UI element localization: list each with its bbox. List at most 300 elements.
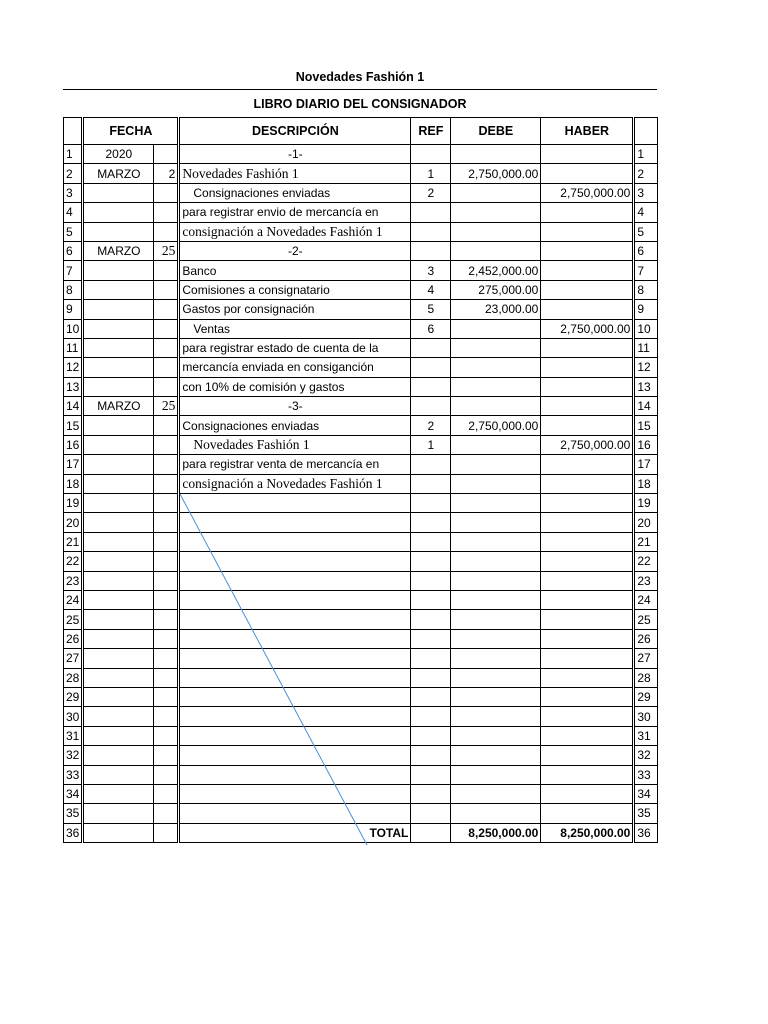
credit-amount [541, 532, 634, 551]
row-number: 14 [64, 397, 83, 416]
row-number: 11 [64, 338, 83, 357]
row-number: 27 [64, 649, 83, 668]
credit-amount [541, 261, 634, 280]
reference [411, 552, 451, 571]
description [179, 746, 411, 765]
reference [411, 823, 451, 842]
reference [411, 241, 451, 260]
description: Comisiones a consignatario [179, 280, 411, 299]
date-month [83, 784, 154, 803]
debit-amount [451, 494, 541, 513]
reference: 1 [411, 164, 451, 183]
debit-amount [451, 474, 541, 493]
row-number: 17 [64, 455, 83, 474]
date-day [154, 552, 179, 571]
row-number: 35 [64, 804, 83, 823]
credit-amount [541, 377, 634, 396]
date-day [154, 649, 179, 668]
date-month [83, 629, 154, 648]
table-row [64, 707, 658, 726]
table-row [64, 261, 658, 280]
description: Banco [179, 261, 411, 280]
credit-amount [541, 707, 634, 726]
table-row [64, 377, 658, 396]
date-month [83, 222, 154, 241]
header-rownum-right [634, 118, 658, 145]
row-number: 31 [64, 726, 83, 745]
debit-amount [451, 319, 541, 338]
description [179, 552, 411, 571]
credit-amount [541, 358, 634, 377]
date-month [83, 707, 154, 726]
row-number: 16 [64, 435, 83, 454]
table-row [64, 319, 658, 338]
header-descripcion: DESCRIPCIÓN [179, 118, 411, 145]
row-number: 23 [64, 571, 83, 590]
table-row [64, 222, 658, 241]
credit-amount [541, 726, 634, 745]
description [179, 649, 411, 668]
date-day [154, 222, 179, 241]
row-number: 13 [64, 377, 83, 396]
credit-amount [541, 474, 634, 493]
reference [411, 804, 451, 823]
description: Novedades Fashión 1 [179, 435, 411, 454]
table-row [64, 241, 658, 260]
description [179, 494, 411, 513]
description [179, 668, 411, 687]
reference [411, 222, 451, 241]
description [179, 571, 411, 590]
row-number-right: 14 [634, 397, 658, 416]
row-number: 34 [64, 784, 83, 803]
date-month: MARZO [83, 241, 154, 260]
table-row [64, 552, 658, 571]
description: mercancía enviada en consiganción [179, 358, 411, 377]
reference [411, 746, 451, 765]
description: consignación a Novedades Fashión 1 [179, 474, 411, 493]
credit-amount [541, 222, 634, 241]
credit-amount [541, 804, 634, 823]
credit-amount [541, 300, 634, 319]
reference [411, 397, 451, 416]
description [179, 687, 411, 706]
reference [411, 765, 451, 784]
date-day [154, 377, 179, 396]
row-number-right: 1 [634, 145, 658, 164]
date-day: 25 [154, 397, 179, 416]
credit-amount: 2,750,000.00 [541, 183, 634, 202]
date-month [83, 435, 154, 454]
credit-amount: 2,750,000.00 [541, 435, 634, 454]
reference [411, 610, 451, 629]
debit-amount [451, 513, 541, 532]
credit-amount [541, 397, 634, 416]
header-debe: DEBE [451, 118, 541, 145]
reference [411, 726, 451, 745]
date-day [154, 455, 179, 474]
date-day [154, 319, 179, 338]
debit-amount [451, 784, 541, 803]
reference [411, 784, 451, 803]
row-number: 28 [64, 668, 83, 687]
reference: 2 [411, 183, 451, 202]
date-day: 25 [154, 241, 179, 260]
debit-amount [451, 358, 541, 377]
table-row [64, 726, 658, 745]
debit-amount [451, 590, 541, 609]
reference: 4 [411, 280, 451, 299]
date-day [154, 687, 179, 706]
debit-amount [451, 397, 541, 416]
debit-amount [451, 707, 541, 726]
table-row [64, 610, 658, 629]
row-number-right: 26 [634, 629, 658, 648]
debit-amount [451, 629, 541, 648]
description: con 10% de comisión y gastos [179, 377, 411, 396]
date-day [154, 145, 179, 164]
date-month [83, 571, 154, 590]
table-row [64, 397, 658, 416]
reference: 1 [411, 435, 451, 454]
row-number: 29 [64, 687, 83, 706]
reference [411, 474, 451, 493]
row-number: 19 [64, 494, 83, 513]
row-number-right: 2 [634, 164, 658, 183]
date-month [83, 765, 154, 784]
description [179, 707, 411, 726]
reference [411, 203, 451, 222]
reference [411, 707, 451, 726]
debit-amount [451, 746, 541, 765]
description: Gastos por consignación [179, 300, 411, 319]
table-row [64, 435, 658, 454]
description: -3- [179, 397, 411, 416]
date-month [83, 610, 154, 629]
table-row [64, 145, 658, 164]
description: -2- [179, 241, 411, 260]
description: para registrar estado de cuenta de la [179, 338, 411, 357]
debit-amount [451, 222, 541, 241]
table-row [64, 280, 658, 299]
row-number: 8 [64, 280, 83, 299]
date-day [154, 494, 179, 513]
header-rownum-left [64, 118, 83, 145]
row-number: 2 [64, 164, 83, 183]
date-month [83, 687, 154, 706]
debit-amount [451, 610, 541, 629]
row-number-right: 10 [634, 319, 658, 338]
row-number: 22 [64, 552, 83, 571]
row-number: 36 [64, 823, 83, 842]
debit-amount: 8,250,000.00 [451, 823, 541, 842]
debit-amount: 2,750,000.00 [451, 164, 541, 183]
description: Ventas [179, 319, 411, 338]
table-row [64, 338, 658, 357]
row-number: 24 [64, 590, 83, 609]
row-number: 9 [64, 300, 83, 319]
row-number: 18 [64, 474, 83, 493]
reference [411, 668, 451, 687]
credit-amount: 2,750,000.00 [541, 319, 634, 338]
description [179, 765, 411, 784]
credit-amount [541, 494, 634, 513]
date-month [83, 203, 154, 222]
debit-amount [451, 241, 541, 260]
date-day: 2 [154, 164, 179, 183]
date-month [83, 494, 154, 513]
company-title: Novedades Fashión 1 [295, 70, 425, 84]
credit-amount [541, 241, 634, 260]
credit-amount [541, 590, 634, 609]
debit-amount: 2,750,000.00 [451, 416, 541, 435]
row-number-right: 20 [634, 513, 658, 532]
date-day [154, 746, 179, 765]
date-month [83, 590, 154, 609]
row-number-right: 8 [634, 280, 658, 299]
description [179, 784, 411, 803]
header-haber: HABER [541, 118, 634, 145]
date-month [83, 338, 154, 357]
date-day [154, 784, 179, 803]
row-number: 32 [64, 746, 83, 765]
debit-amount [451, 203, 541, 222]
date-month [83, 280, 154, 299]
table-row [64, 358, 658, 377]
reference [411, 358, 451, 377]
reference [411, 455, 451, 474]
description [179, 590, 411, 609]
row-number-right: 11 [634, 338, 658, 357]
table-row [64, 494, 658, 513]
date-day [154, 804, 179, 823]
reference [411, 338, 451, 357]
credit-amount [541, 784, 634, 803]
credit-amount [541, 649, 634, 668]
date-day [154, 300, 179, 319]
row-number-right: 28 [634, 668, 658, 687]
date-day [154, 280, 179, 299]
table-row [64, 649, 658, 668]
row-number: 21 [64, 532, 83, 551]
debit-amount [451, 435, 541, 454]
date-day [154, 610, 179, 629]
debit-amount: 2,452,000.00 [451, 261, 541, 280]
credit-amount [541, 552, 634, 571]
table-row [64, 823, 658, 842]
description [179, 629, 411, 648]
table-row [64, 784, 658, 803]
date-month [83, 532, 154, 551]
table-row [64, 513, 658, 532]
credit-amount [541, 746, 634, 765]
date-day [154, 261, 179, 280]
credit-amount [541, 416, 634, 435]
date-month [83, 319, 154, 338]
credit-amount [541, 455, 634, 474]
table-row [64, 668, 658, 687]
debit-amount: 23,000.00 [451, 300, 541, 319]
description: Consignaciones enviadas [179, 183, 411, 202]
date-month [83, 261, 154, 280]
credit-amount [541, 203, 634, 222]
row-number-right: 31 [634, 726, 658, 745]
date-day [154, 571, 179, 590]
debit-amount [451, 668, 541, 687]
date-month [83, 416, 154, 435]
row-number-right: 5 [634, 222, 658, 241]
date-month [83, 552, 154, 571]
row-number-right: 9 [634, 300, 658, 319]
description: para registrar envio de mercancía en [179, 203, 411, 222]
description: consignación a Novedades Fashión 1 [179, 222, 411, 241]
reference [411, 532, 451, 551]
description: TOTAL [179, 823, 411, 842]
row-number: 12 [64, 358, 83, 377]
credit-amount [541, 338, 634, 357]
reference: 5 [411, 300, 451, 319]
date-month [83, 746, 154, 765]
row-number: 10 [64, 319, 83, 338]
debit-amount [451, 145, 541, 164]
reference [411, 590, 451, 609]
date-month: 2020 [83, 145, 154, 164]
description [179, 610, 411, 629]
row-number-right: 17 [634, 455, 658, 474]
date-day [154, 765, 179, 784]
title-divider [63, 89, 657, 90]
row-number: 6 [64, 241, 83, 260]
description: Novedades Fashión 1 [179, 164, 411, 183]
debit-amount [451, 649, 541, 668]
debit-amount [451, 183, 541, 202]
date-day [154, 435, 179, 454]
description: Consignaciones enviadas [179, 416, 411, 435]
date-month: MARZO [83, 164, 154, 183]
row-number-right: 15 [634, 416, 658, 435]
reference [411, 377, 451, 396]
date-month [83, 726, 154, 745]
date-day [154, 532, 179, 551]
reference [411, 145, 451, 164]
row-number-right: 29 [634, 687, 658, 706]
debit-amount [451, 571, 541, 590]
credit-amount [541, 668, 634, 687]
description [179, 532, 411, 551]
reference [411, 649, 451, 668]
date-day [154, 668, 179, 687]
date-month [83, 804, 154, 823]
book-title: LIBRO DIARIO DEL CONSIGNADOR [253, 97, 467, 111]
description: para registrar venta de mercancía en [179, 455, 411, 474]
date-day [154, 513, 179, 532]
date-day [154, 823, 179, 842]
debit-amount [451, 338, 541, 357]
row-number-right: 32 [634, 746, 658, 765]
date-day [154, 338, 179, 357]
row-number-right: 16 [634, 435, 658, 454]
row-number: 15 [64, 416, 83, 435]
table-row [64, 804, 658, 823]
table-row [64, 629, 658, 648]
table-row [64, 164, 658, 183]
date-day [154, 726, 179, 745]
row-number-right: 24 [634, 590, 658, 609]
debit-amount [451, 765, 541, 784]
header-ref: REF [411, 118, 451, 145]
table-row [64, 765, 658, 784]
row-number: 4 [64, 203, 83, 222]
reference: 3 [411, 261, 451, 280]
credit-amount [541, 571, 634, 590]
date-month [83, 474, 154, 493]
description [179, 513, 411, 532]
date-month [83, 668, 154, 687]
header-row [64, 118, 658, 145]
date-day [154, 183, 179, 202]
row-number-right: 30 [634, 707, 658, 726]
credit-amount [541, 513, 634, 532]
credit-amount [541, 687, 634, 706]
debit-amount [451, 687, 541, 706]
table-row [64, 300, 658, 319]
credit-amount [541, 280, 634, 299]
row-number: 1 [64, 145, 83, 164]
row-number-right: 3 [634, 183, 658, 202]
row-number: 25 [64, 610, 83, 629]
table-row [64, 590, 658, 609]
credit-amount [541, 629, 634, 648]
row-number-right: 18 [634, 474, 658, 493]
row-number-right: 6 [634, 241, 658, 260]
debit-amount [451, 552, 541, 571]
row-number-right: 33 [634, 765, 658, 784]
row-number-right: 22 [634, 552, 658, 571]
credit-amount [541, 765, 634, 784]
date-day [154, 474, 179, 493]
date-month [83, 823, 154, 842]
row-number-right: 36 [634, 823, 658, 842]
row-number-right: 35 [634, 804, 658, 823]
row-number: 20 [64, 513, 83, 532]
date-day [154, 416, 179, 435]
row-number-right: 19 [634, 494, 658, 513]
row-number: 5 [64, 222, 83, 241]
row-number-right: 12 [634, 358, 658, 377]
date-day [154, 629, 179, 648]
credit-amount: 8,250,000.00 [541, 823, 634, 842]
table-row [64, 746, 658, 765]
reference [411, 513, 451, 532]
date-month: MARZO [83, 397, 154, 416]
row-number: 26 [64, 629, 83, 648]
debit-amount [451, 455, 541, 474]
credit-amount [541, 164, 634, 183]
row-number-right: 27 [634, 649, 658, 668]
debit-amount [451, 377, 541, 396]
row-number: 30 [64, 707, 83, 726]
reference [411, 629, 451, 648]
row-number: 7 [64, 261, 83, 280]
row-number: 33 [64, 765, 83, 784]
row-number: 3 [64, 183, 83, 202]
header-fecha: FECHA [83, 118, 179, 145]
journal-body [64, 145, 658, 843]
date-month [83, 183, 154, 202]
row-number-right: 34 [634, 784, 658, 803]
date-day [154, 707, 179, 726]
date-month [83, 455, 154, 474]
